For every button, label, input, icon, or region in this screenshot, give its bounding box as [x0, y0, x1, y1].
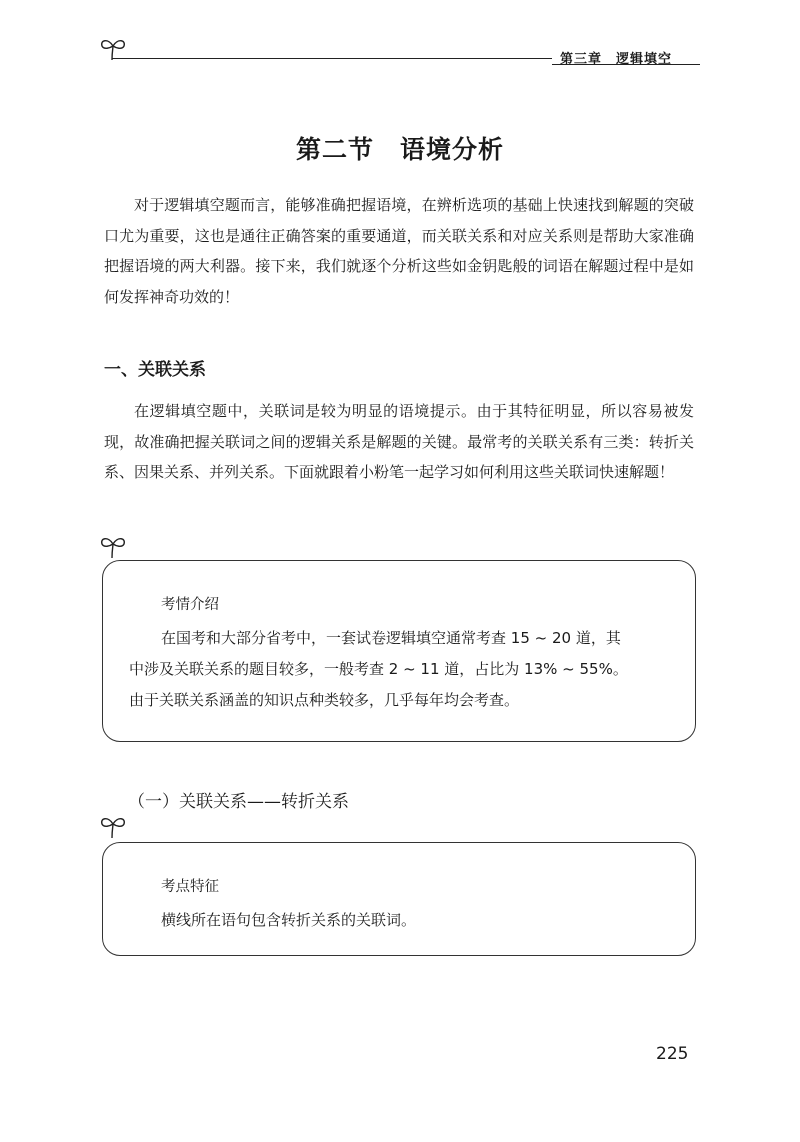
sprout-icon: [98, 34, 128, 64]
exam-info-box: [102, 560, 696, 742]
sprout-icon: [98, 812, 128, 842]
header-rule: [112, 58, 552, 59]
exam-info-body: [129, 623, 679, 716]
sprout-icon: [98, 532, 128, 562]
feature-body: [129, 905, 679, 936]
intro-text: 对于逻辑填空题而言，能够准确把握语境，在辨析选项的基础上快速找到解题的突破口尤为重要，这也是通往正确答案的重要通道，而关联关系和对应关系则是帮助大家准确把握语境的两大利器。接下来，我们就逐个分析这些如金钥匙般的词语在解题过程中是如何发挥神奇功效的！: [104, 196, 694, 306]
relation-text: 在逻辑填空题中，关联词是较为明显的语境提示。由于其特征明显，所以容易被发现，故准确把握关联词之间的逻辑关系是解题的关键。最常考的关联关系有三类：转折关系、因果关系、并列关系。下面就跟着小粉笔一起学习如何利用这些关联词快速解题！: [104, 402, 694, 481]
heading-related-relation: 一、关联关系: [104, 360, 206, 380]
feature-title: 考点特征: [161, 879, 219, 895]
intro-paragraph: [104, 190, 694, 312]
chapter-number: 第三章: [560, 52, 603, 67]
exam-info-line: 由于关联关系涵盖的知识点种类较多，几乎每年均会考查。: [129, 691, 520, 709]
exam-info-title: 考情介绍: [161, 597, 219, 613]
page-number: 225: [656, 1044, 689, 1064]
exam-info-line: 中涉及关联关系的题目较多，一般考查 2 ~ 11 道，占比为 13% ~ 55%。: [129, 660, 628, 678]
feature-box: [102, 842, 696, 956]
exam-info-line: 在国考和大部分省考中，一套试卷逻辑填空通常考查 15 ~ 20 道，其: [161, 629, 621, 647]
running-head: [560, 48, 672, 67]
relation-paragraph: [104, 396, 694, 488]
section-title: 第二节 语境分析: [295, 135, 504, 164]
feature-text: 横线所在语句包含转折关系的关联词。: [161, 911, 417, 929]
chapter-title: 逻辑填空: [616, 52, 673, 67]
heading-transition-relation: （一）关联关系——转折关系: [128, 792, 349, 812]
